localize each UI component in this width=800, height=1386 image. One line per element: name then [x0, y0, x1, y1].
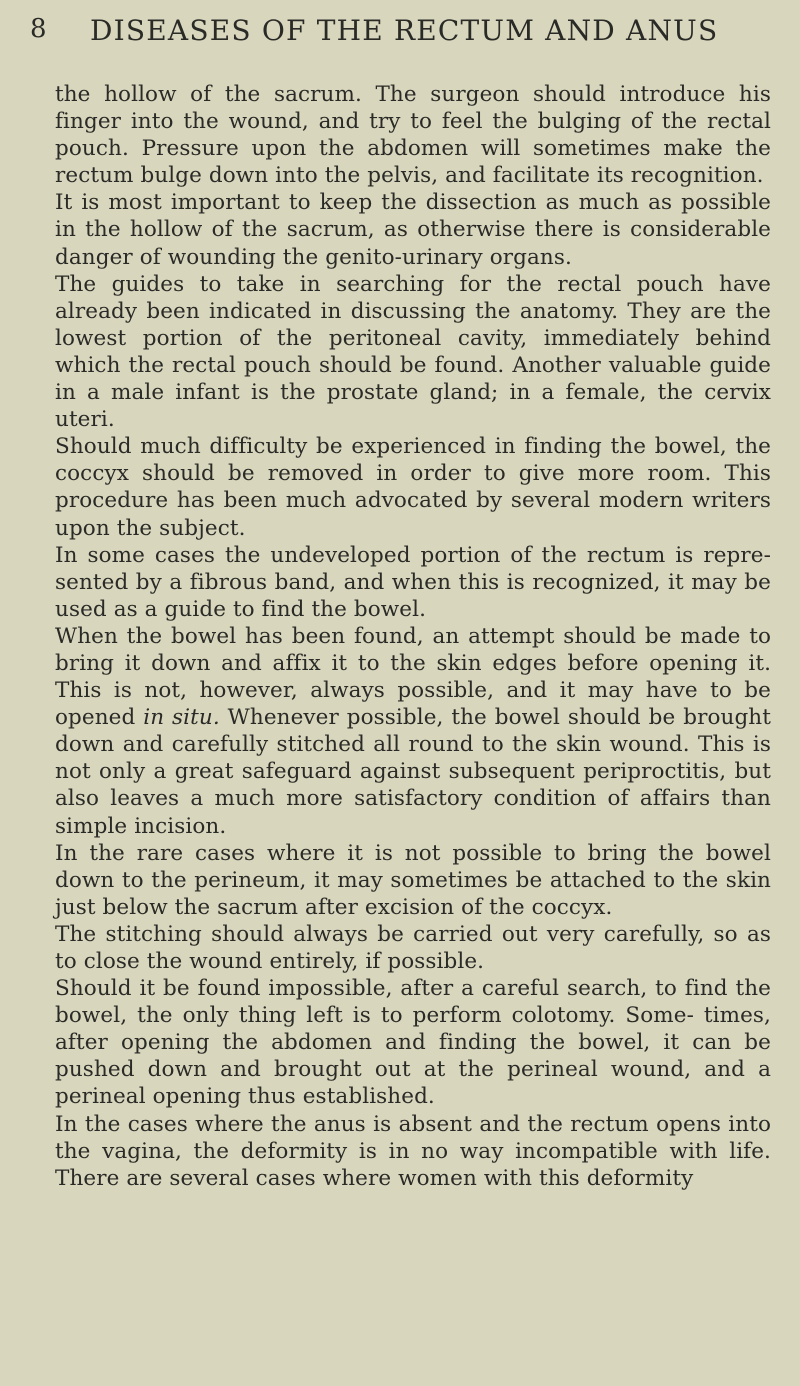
paragraph-2: It is most important to keep the dissection as much as possible in the hollow of the sacrum, as otherwise there is considerable danger of wounding the genito-urinary organs. — [55, 190, 771, 270]
paragraph-6-italic: in situ. — [143, 705, 220, 731]
paragraph-3: The guides to take in searching for the rectal pouch have already been indicated in discussing the anatomy. They are the lowest portion of the peritoneal cavity, immediately behind which the rectal pouch should be found. Another valuable guide in a male infant is the prostate gland; in a female, the cervix uteri. — [55, 271, 771, 433]
page-header — [0, 14, 800, 60]
paragraph-6 — [55, 623, 771, 840]
paragraph-9: Should it be found impossible, after a careful search, to find the bowel, the only thing left is to perform colotomy. Some- times, after opening the abdomen and finding the bowel, it can be pushed down and brought out at the perineal wound, and a perineal opening thus established. — [55, 976, 771, 1110]
page-body — [55, 81, 771, 1192]
running-title: DISEASES OF THE RECTUM AND ANUS — [90, 14, 719, 47]
paragraph-10: In the cases where the anus is absent and the rectum opens into the vagina, the deformity is in no way incompatible with life. There are several cases where women with this deformity — [55, 1111, 771, 1191]
paragraph-1: the hollow of the sacrum. The surgeon should introduce his finger into the wound, and try to feel the bulging of the rectal pouch. Pressure upon the abdomen will sometimes make the rectum bulge down into the pelvis, and facilitate its recognition. — [55, 82, 771, 189]
page-number: 8 — [30, 14, 48, 44]
paragraph-4: Should much difficulty be experienced in finding the bowel, the coccyx should be removed in order to give more room. This procedure has been much advocated by several modern writers upon the subject. — [55, 434, 771, 541]
paragraph-6-text-a: When the bowel has been found, an attempt should be made to bring it down and affix it to the skin edges before opening it. This is not, however, always possible, and it may have to be opened — [55, 623, 771, 731]
paragraph-6-text-b: Whenever possible, the bowel should be brought down and carefully stitched all round to the skin wound. This is not only a great safeguard against subsequent periproctitis, but also leaves a much more satisfactory condition of affairs than simple incision. — [55, 705, 771, 839]
paragraph-8: The stitching should always be carried out very carefully, so as to close the wound entirely, if possible. — [55, 921, 771, 974]
paragraph-7: In the rare cases where it is not possible to bring the bowel down to the perineum, it may sometimes be attached to the skin just below the sacrum after excision of the coccyx. — [55, 840, 771, 920]
paragraph-5: In some cases the undeveloped portion of the rectum is repre- sented by a fibrous band, and when this is recognized, it may be used as a guide to find the bowel. — [55, 542, 771, 622]
